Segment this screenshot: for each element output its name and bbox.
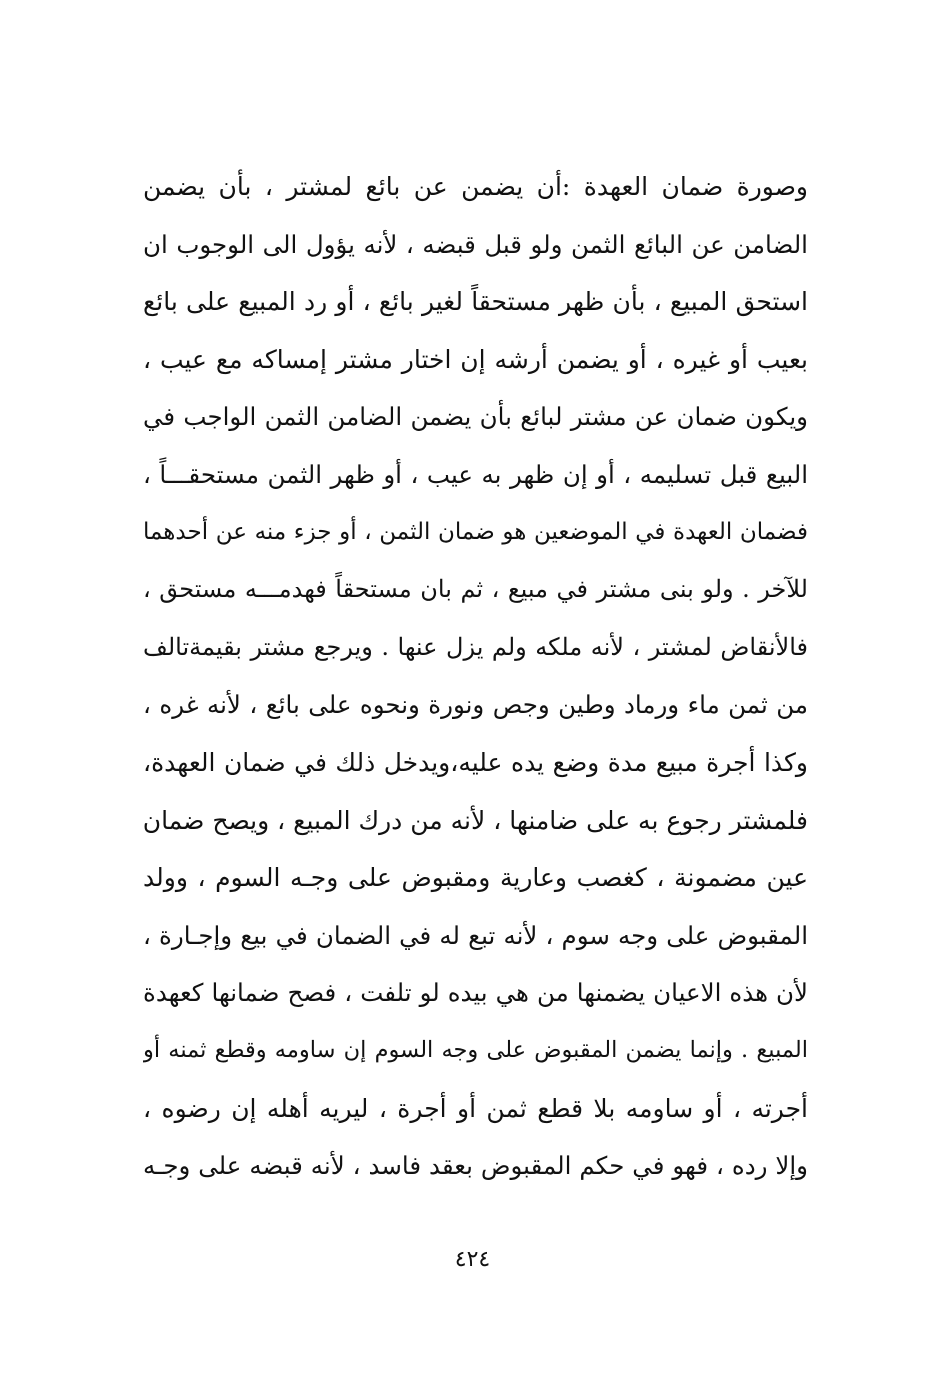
text-line: وصورة ضمان العهدة :أن يضمن عن بائع لمشتر ، بأن يضمن [143, 172, 808, 201]
text-line: فضمان العهدة في الموضعين هو ضمان الثمن ، أو جزء منه عن أحدهما [143, 518, 808, 545]
text-line: عين مضمونة ، كغصب وعارية ومقبوض على وجـه السوم ، وولد [143, 863, 808, 893]
text-line: من ثمن ماء ورماد وطين وجص ونورة ونحوه على بائع ، لأنه غره ، [143, 690, 808, 720]
text-line: بعيب أو غيره ، أو يضمن أرشه إن اختار مشتر إمساكه مع عيب ، [143, 344, 808, 374]
text-line: البيع قبل تسليمه ، أو إن ظهر به عيب ، أو ظهر الثمن مستحقـــاً ، [143, 459, 808, 489]
text-line: المبيع . وإنما يضمن المقبوض على وجه السوم إن ساومه وقطع ثمنه أو [143, 1036, 808, 1063]
text-line: فلمشتر رجوع به على ضامنها ، لأنه من درك المبيع ، ويصح ضمان [143, 805, 808, 835]
text-line: أجرته ، أو ساومه بلا قطع ثمن أو أجرة ، ليريه أهله إن رضوه ، [143, 1093, 808, 1123]
text-line: لأن هذه الاعيان يضمنها من هي بيده لو تلفت ، فصح ضمانها كعهدة [143, 978, 808, 1008]
page-number: ٤٢٤ [454, 1247, 491, 1272]
text-line: وكذا أجرة مبيع مدة وضع يده عليه،ويدخل ذلك في ضمان العهدة، [143, 747, 808, 777]
text-line: ويكون ضمان عن مشتر لبائع بأن يضمن الضامن الثمن الواجب في [143, 402, 808, 432]
text-line: للآخر . ولو بنى مشتر في مبيع ، ثم بان مستحقاً فهدمـــه مستحق ، [143, 575, 808, 604]
body-text [143, 158, 808, 1195]
text-line: استحق المبيع ، بأن ظهر مستحقاً لغير بائع ، أو رد المبيع على بائع [143, 287, 808, 317]
text-line: المقبوض على وجه سوم ، لأنه تبع له في الضمان في بيع وإجـارة ، [143, 920, 808, 950]
text-line: وإلا رده ، فهو في حكم المقبوض بعقد فاسد ، لأنه قبضه على وجـه [143, 1151, 808, 1181]
text-line: فالأنقاض لمشتر ، لأنه ملكه ولم يزل عنها . ويرجع مشتر بقيمةتالف [143, 632, 808, 661]
text-line: الضامن عن البائع الثمن ولو قبل قبضه ، لأنه يؤول الى الوجوب ان [143, 229, 808, 259]
